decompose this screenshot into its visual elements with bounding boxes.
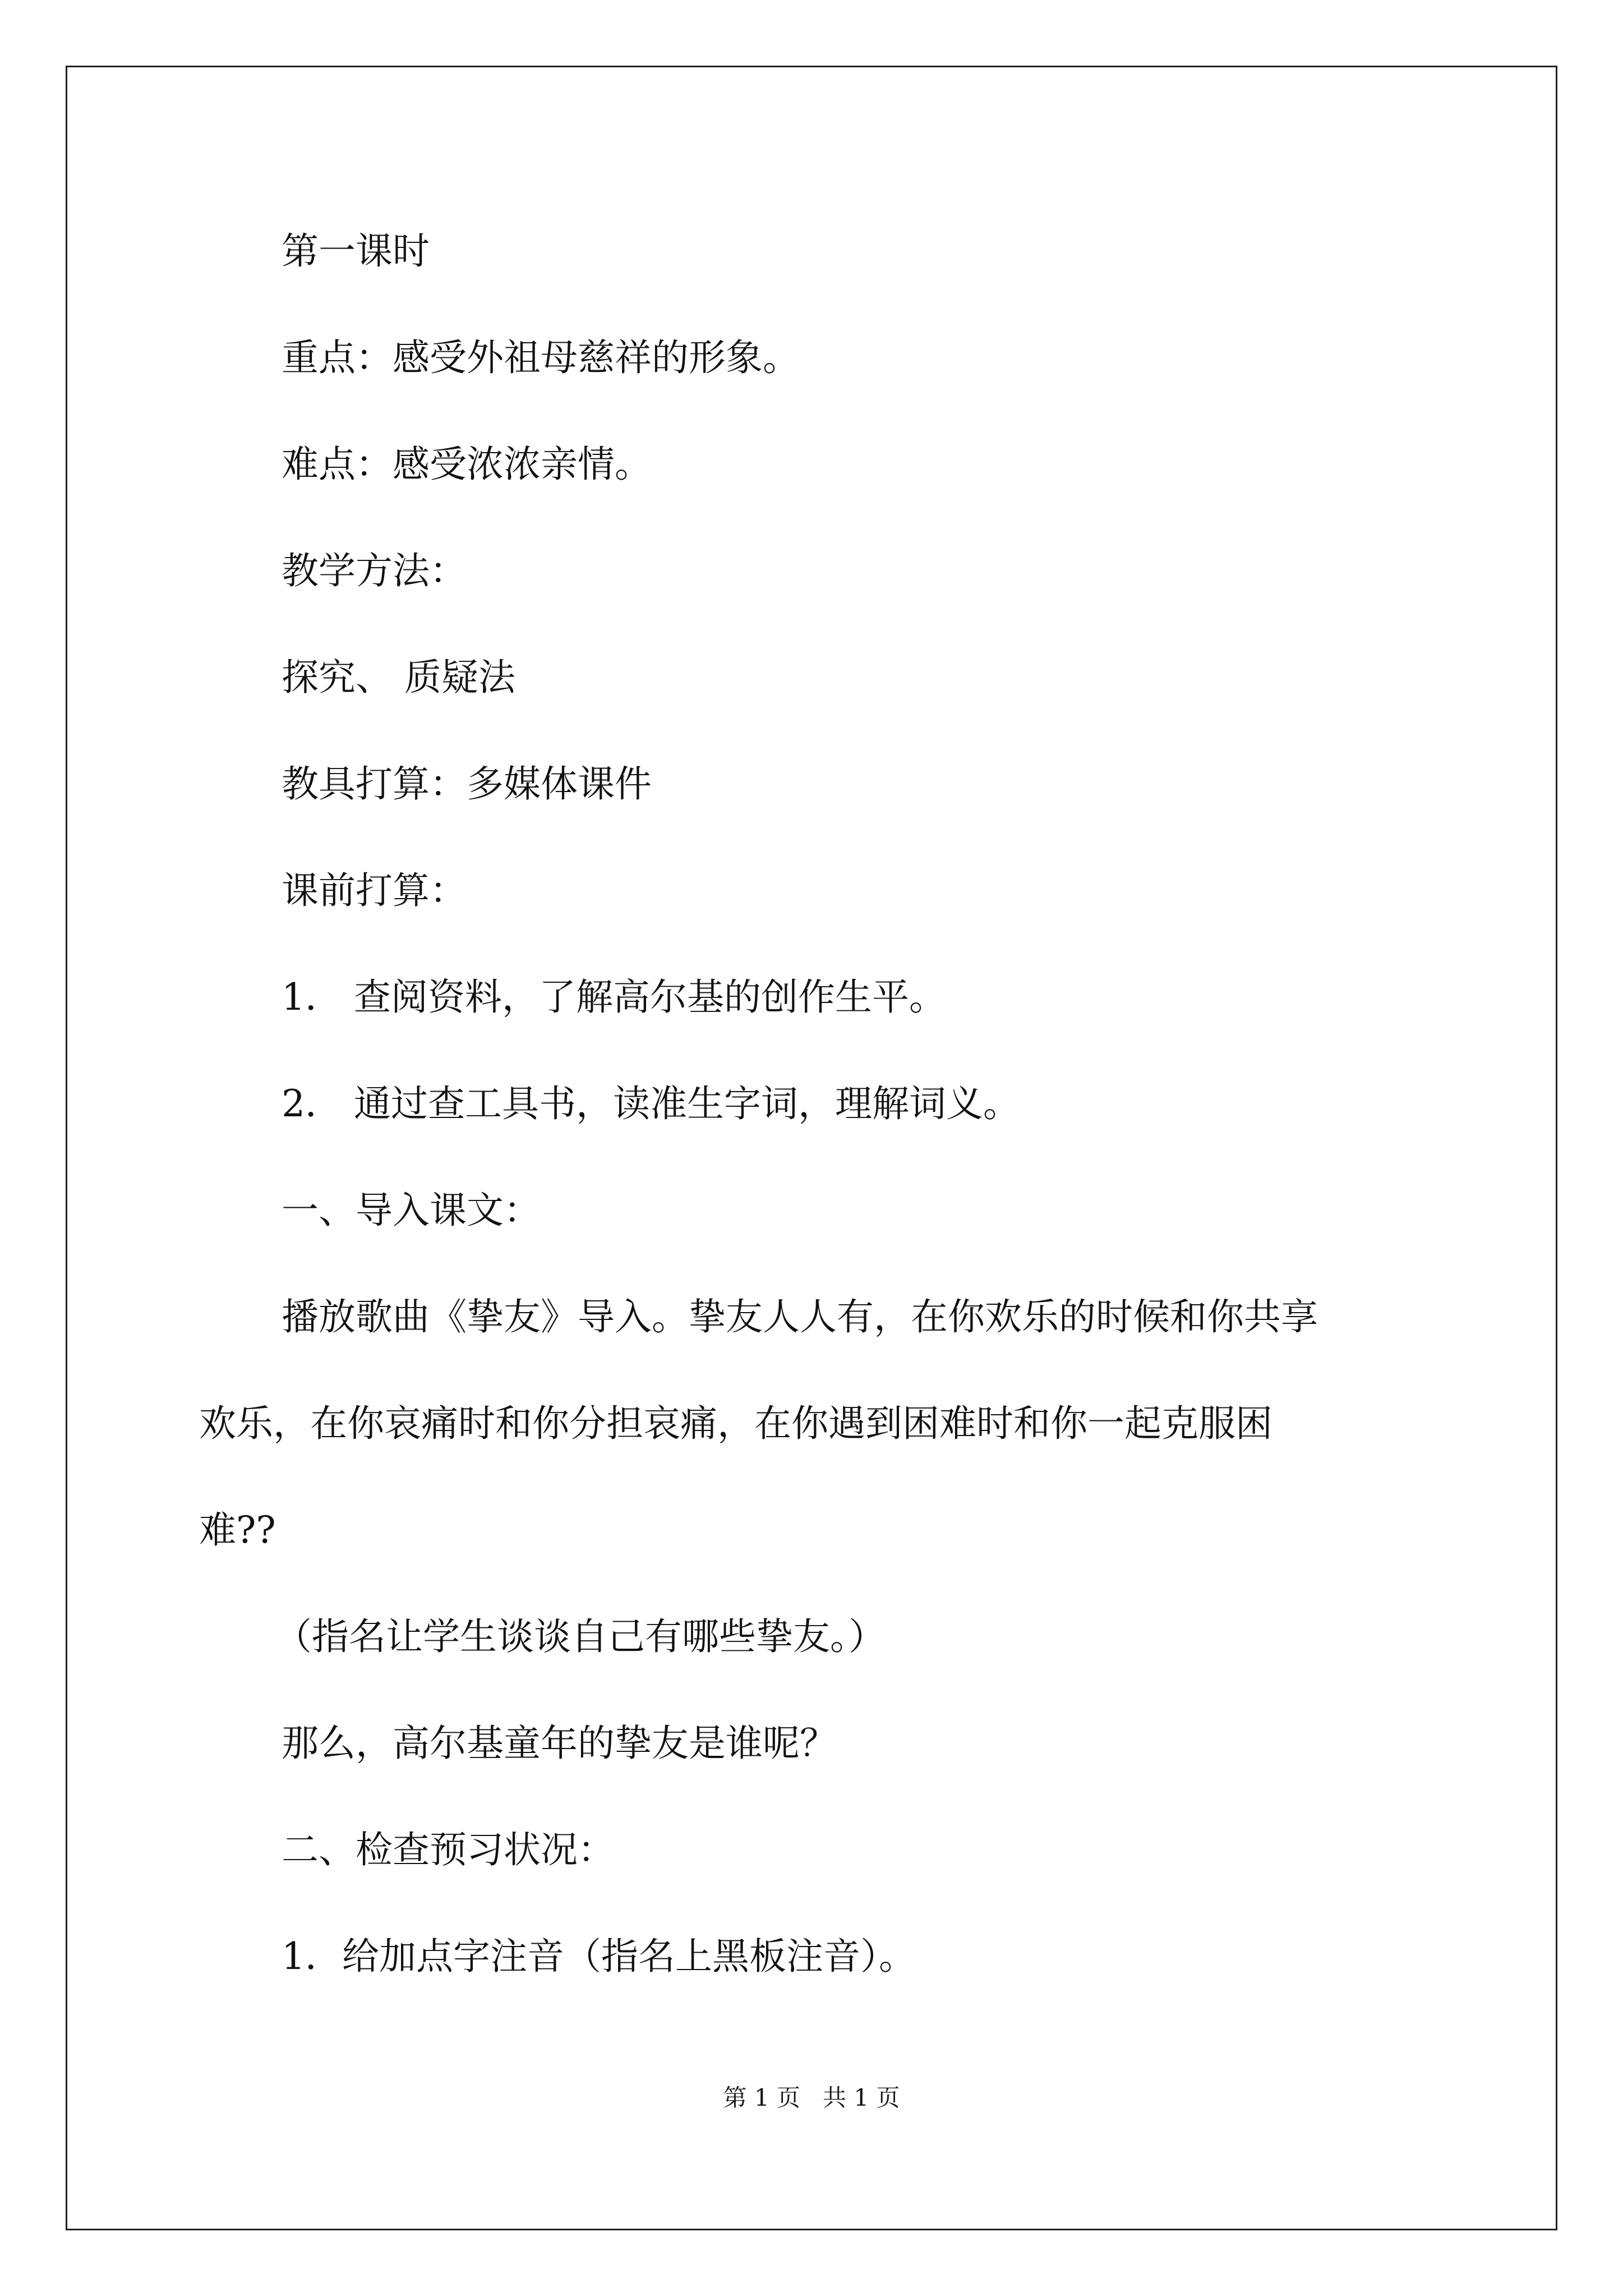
- text-line-section-1-heading: 一、导入课文：: [282, 1189, 541, 1232]
- text-line-teaching-method: 探究、 质疑法: [282, 656, 515, 699]
- text-line-preparation-item-1: 1． 查阅资料，了解高尔基的创作生平。: [282, 976, 946, 1019]
- text-line-teaching-aids: 教具打算：多媒体课件: [282, 762, 652, 806]
- text-line-section-2-heading: 二、检查预习状况：: [282, 1828, 615, 1871]
- text-line-teaching-method-label: 教学方法：: [282, 549, 467, 592]
- text-line-question: 那么，高尔基童年的挚友是谁呢？: [282, 1722, 837, 1765]
- text-line-section-2-item-1: 1．给加点字注音（指名上黑板注音）。: [282, 1935, 916, 1978]
- text-line-preparation-item-2: 2． 通过查工具书，读准生字词，理解词义。: [282, 1082, 1020, 1125]
- text-line-instruction-note: （指名让学生谈谈自己有哪些挚友。）: [275, 1615, 886, 1658]
- text-line-paragraph-line-2: 欢乐，在你哀痛时和你分担哀痛，在你遇到困难时和你一起克服困: [199, 1402, 1272, 1445]
- page-border: [66, 66, 1557, 2230]
- text-line-preparation-label: 课前打算：: [282, 869, 467, 912]
- text-line-key-point: 重点：感受外祖母慈祥的形象。: [282, 336, 800, 379]
- page-number-footer: 第 1 页 共 1 页: [723, 2084, 900, 2111]
- text-line-lesson-title: 第一课时: [282, 229, 430, 273]
- text-line-paragraph-line-3: 难??: [199, 1508, 276, 1552]
- text-line-difficulty: 难点：感受浓浓亲情。: [282, 443, 652, 486]
- text-line-paragraph-line-1: 播放歌曲《挚友》导入。挚友人人有，在你欢乐的时候和你共享: [282, 1295, 1318, 1338]
